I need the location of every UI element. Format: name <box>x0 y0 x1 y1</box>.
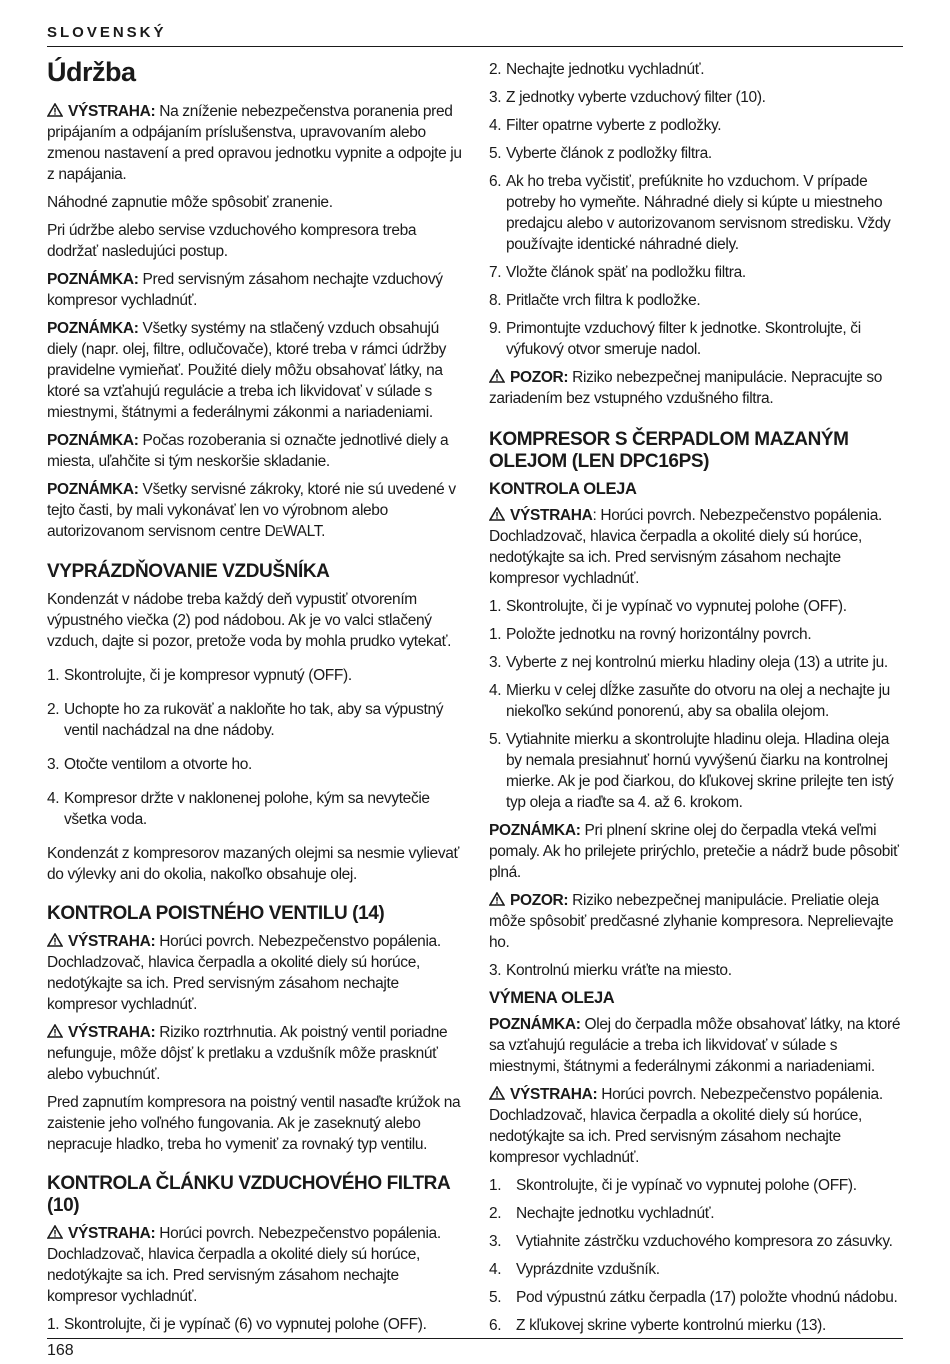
list-number: 1. <box>47 1316 60 1333</box>
warning-text: Horúci povrch. Nebezpečenstvo popálenia. Dochladzovač, hlavica čerpadla a okolité diely sú horúce, nedotýkajte sa ich. Pred servisným zásahom nechajte kompresor vychladnúť. <box>47 1225 441 1305</box>
note-label: POZNÁMKA: <box>47 481 139 498</box>
warning-triangle-icon <box>47 933 63 947</box>
list-number: 3. <box>489 89 502 106</box>
warning-triangle-icon <box>489 369 505 383</box>
caution-paragraph <box>489 890 905 953</box>
list-number: 1. <box>47 667 60 684</box>
list-number: 8. <box>489 292 502 309</box>
list-number: 5. <box>489 1289 502 1306</box>
list-item <box>489 262 905 283</box>
list-number: 1. <box>489 626 502 643</box>
caution-label: POZOR: <box>510 892 569 909</box>
list-item <box>489 1259 905 1280</box>
section-heading-drain: VYPRÁZDŇOVANIE VZDUŠNÍKA <box>47 561 330 582</box>
left-column <box>47 54 463 1342</box>
note-text: Počas rozoberania si označte jednotlivé diely a miesta, uľahčite si tým neskoršie skladanie. <box>47 432 449 470</box>
section-heading-filter: KONTROLA ČLÁNKU VZDUCHOVÉHO FILTRA (10) <box>47 1173 450 1216</box>
caution-label: POZOR: <box>510 369 569 386</box>
list-text: Mierku v celej dĺžke zasuňte do otvoru na olej a nechajte ju niekoľko sekúnd ponorenú, aby sa obalila olejom. <box>506 682 890 720</box>
note-paragraph <box>47 269 463 311</box>
list-number: 3. <box>489 962 502 979</box>
warning-text: Riziko roztrhnutia. Ak poistný ventil poriadne nefunguje, môže dôjsť k pretlaku a vzdušník môže prasknúť alebo vybuchnúť. <box>47 1024 448 1083</box>
list-number: 4. <box>47 790 60 807</box>
list-text: Vytiahnite mierku a skontrolujte hladinu oleja. Hladina oleja by nemala presiahnuť hornú vyvýšenú čiarku na kontrolnej mierke. Ak je pod čiarkou, do kľukovej skrine prilejte ten istý typ oleja a riaďte sa 4. až 6. krokom. <box>506 731 894 811</box>
warning-paragraph <box>47 931 463 1015</box>
footer-rule <box>47 1338 903 1339</box>
list-item <box>489 143 905 164</box>
warning-text: Na zníženie nebezpečenstva poranenia pred pripájaním a odpájaním príslušenstva, upravovaním alebo zmenou nastavení a pred opravou jednotku vypnite a odpojte ju z napájania. <box>47 103 462 183</box>
warning-paragraph <box>47 1022 463 1085</box>
drain-steps-list <box>47 665 463 830</box>
list-number: 3. <box>489 654 502 671</box>
caution-text: Riziko nebezpečnej manipulácie. Preliatie oleja môže spôsobiť predčasné zlyhanie kompresora. Neprelievajte ho. <box>489 892 894 951</box>
warning-text: Horúci povrch. Nebezpečenstvo popálenia. Dochladzovač, hlavica čerpadla a okolité diely sú horúce, nedotýkajte sa ich. Pred servisným zásahom nechajte kompresor vychladnúť. <box>47 933 441 1013</box>
note-label: POZNÁMKA: <box>489 1016 581 1033</box>
warning-paragraph <box>47 101 463 185</box>
right-column <box>489 59 905 1343</box>
list-item <box>489 318 905 360</box>
warning-text: : Horúci povrch. Nebezpečenstvo popálenia. Dochladzovač, hlavica čerpadla a okolité diely sú horúce, nedotýkajte sa ich. Pred servisným zásahom nechajte kompresor vychladnúť. <box>489 507 882 587</box>
paragraph: Kondenzát v nádobe treba každý deň vypustiť otvorením výpustného viečka (2) pod nádobou. Ak je vo valci stlačený vzduch, dajte si pozor, pretože voda by mohla prudko vytekať. <box>47 591 452 650</box>
list-item <box>489 729 905 813</box>
note-label: POZNÁMKA: <box>47 271 139 288</box>
warning-triangle-icon <box>489 1086 505 1100</box>
list-number: 1. <box>489 1177 502 1194</box>
warning-triangle-icon <box>47 103 63 117</box>
list-text: Skontrolujte, či je vypínač (6) vo vypnutej polohe (OFF). <box>64 1316 427 1333</box>
warning-triangle-icon <box>47 1225 63 1239</box>
note-paragraph <box>47 430 463 472</box>
paragraph: Náhodné zapnutie môže spôsobiť zranenie. <box>47 194 333 211</box>
warning-label: VÝSTRAHA: <box>68 933 156 950</box>
warning-paragraph <box>489 1084 905 1168</box>
list-item <box>489 59 905 80</box>
warning-label: VÝSTRAHA: <box>510 1086 598 1103</box>
note-paragraph <box>47 318 463 423</box>
list-number: 2. <box>47 701 60 718</box>
list-text: Skontrolujte, či je kompresor vypnutý (OFF). <box>64 667 352 684</box>
list-item <box>47 1314 463 1335</box>
paragraph: Kondenzát z kompresorov mazaných olejmi sa nesmie vylievať do výlevky ani do okolia, nakoľko obsahuje olej. <box>47 845 459 883</box>
list-item <box>47 788 463 830</box>
warning-paragraph <box>47 1223 463 1307</box>
subsection-heading-oil-check: KONTROLA OLEJA <box>489 480 637 498</box>
list-number: 7. <box>489 264 502 281</box>
filter-steps-list-continued <box>489 59 905 360</box>
list-item <box>489 960 905 981</box>
note-text: Pred servisným zásahom nechajte vzduchový kompresor vychladnúť. <box>47 271 443 309</box>
note-paragraph <box>489 820 905 883</box>
list-number: 2. <box>489 1205 502 1222</box>
caution-text: Riziko nebezpečnej manipulácie. Nepracujte so zariadením bez vstupného vzdušného filtra. <box>489 369 883 407</box>
list-item <box>489 115 905 136</box>
list-item <box>47 754 463 775</box>
list-text: Kontrolnú mierku vráťte na miesto. <box>506 962 732 979</box>
list-text: Otočte ventilom a otvorte ho. <box>64 756 253 773</box>
list-text: Primontujte vzduchový filter k jednotke. Skontrolujte, či výfukový otvor smeruje nadol. <box>506 320 861 358</box>
list-item <box>489 290 905 311</box>
warning-text: Horúci povrch. Nebezpečenstvo popálenia. Dochladzovač, hlavica čerpadla a okolité diely sú horúce, nedotýkajte sa ich. Pred servisným zásahom nechajte kompresor vychladnúť. <box>489 1086 883 1166</box>
list-text: Vyberte článok z podložky filtra. <box>506 145 712 162</box>
note-paragraph <box>47 479 463 543</box>
note-text: Pri plnení skrine olej do čerpadla vteká veľmi pomaly. Ak ho prilejete prirýchlo, pretečie a nádrž bude pôsobiť plná. <box>489 822 899 881</box>
list-text: Skontrolujte, či je vypínač vo vypnutej polohe (OFF). <box>506 598 847 615</box>
list-text: Filter opatrne vyberte z podložky. <box>506 117 722 134</box>
warning-triangle-icon <box>489 507 505 521</box>
list-text: Pod výpustnú zátku čerpadla (17) položte vhodnú nádobu. <box>516 1289 898 1306</box>
oil-change-steps-list <box>489 1175 905 1336</box>
list-text: Kompresor držte v naklonenej polohe, kým sa nevytečie všetka voda. <box>64 790 430 828</box>
list-item <box>489 1287 905 1308</box>
list-text: Skontrolujte, či je vypínač vo vypnutej polohe (OFF). <box>516 1177 857 1194</box>
note-text: Olej do čerpadla môže obsahovať látky, na ktoré sa vzťahujú regulácie a treba ich likvidovať v súlade s miestnymi, štátnymi a federálnymi zákonmi a nariadeniami. <box>489 1016 901 1075</box>
list-text: Vytiahnite zástrčku vzduchového kompresora zo zásuvky. <box>516 1233 893 1250</box>
list-number: 4. <box>489 682 502 699</box>
list-text: Ak ho treba vyčistiť, prefúknite ho vzduchom. V prípade potreby ho vymeňte. Náhradné diely si kúpte u miestneho predajcu alebo v autorizovanom servisnom stredisku. Vždy používajte identické náhradné diely. <box>506 173 891 253</box>
list-item <box>47 665 463 686</box>
oil-check-steps-list <box>489 596 905 813</box>
list-number: 3. <box>489 1233 502 1250</box>
list-number: 3. <box>47 756 60 773</box>
section-heading-oil-pump: KOMPRESOR S ČERPADLOM MAZANÝM OLEJOM (LEN DPC16PS) <box>489 429 849 472</box>
list-item <box>489 1175 905 1196</box>
list-number: 5. <box>489 731 502 748</box>
note-label: POZNÁMKA: <box>489 822 581 839</box>
paragraph: Pred zapnutím kompresora na poistný ventil nasaďte krúžok na zaistenie jeho voľného fungovania. Ak je zaseknutý alebo nepracuje hladko, treba ho vymeniť za rovnaký typ ventilu. <box>47 1094 461 1153</box>
paragraph: Pri údržbe alebo servise vzduchového kompresora treba dodržať nasledujúci postup. <box>47 222 417 260</box>
page-title: Údržba <box>47 57 136 87</box>
warning-triangle-icon <box>489 892 505 906</box>
list-text: Z kľukovej skrine vyberte kontrolnú mierku (13). <box>516 1317 826 1334</box>
list-item <box>489 680 905 722</box>
warning-label: VÝSTRAHA: <box>68 103 156 120</box>
list-item <box>489 1231 905 1252</box>
warning-triangle-icon <box>47 1024 63 1038</box>
list-number: 6. <box>489 173 502 190</box>
list-item <box>489 596 905 617</box>
filter-steps-list-start <box>47 1314 463 1335</box>
list-text: Nechajte jednotku vychladnúť. <box>516 1205 715 1222</box>
list-number: 4. <box>489 1261 502 1278</box>
list-item <box>489 171 905 255</box>
note-text: Všetky servisné zákroky, ktoré nie sú uvedené v tejto časti, by mali vykonávať len vo výrobnom alebo autorizovanom servisnom centre D <box>47 481 456 540</box>
list-number: 1. <box>489 598 502 615</box>
list-number: 5. <box>489 145 502 162</box>
page-number: 168 <box>47 1342 74 1359</box>
page-header-language: SLOVENSKÝ <box>47 24 167 41</box>
list-item <box>489 87 905 108</box>
warning-paragraph <box>489 505 905 589</box>
section-heading-safety-valve: KONTROLA POISTNÉHO VENTILU (14) <box>47 903 385 924</box>
subsection-heading-oil-change: VÝMENA OLEJA <box>489 989 615 1007</box>
list-number: 4. <box>489 117 502 134</box>
list-text: Položte jednotku na rovný horizontálny povrch. <box>506 626 812 643</box>
note-label: POZNÁMKA: <box>47 432 139 449</box>
list-number: 9. <box>489 320 502 337</box>
brand-text: WALT. <box>282 523 326 540</box>
list-item <box>489 624 905 645</box>
list-item <box>489 1203 905 1224</box>
list-text: Z jednotky vyberte vzduchový filter (10). <box>506 89 766 106</box>
note-paragraph <box>489 1014 905 1077</box>
note-text: Všetky systémy na stlačený vzduch obsahujú diely (napr. olej, filtre, odlučovače), ktoré treba v rámci údržby pravidelne vymieňať. Použité diely môžu obsahovať látky, na ktoré sa vzťahujú regulácie a treba ich likvidovať v súlade s miestnymi, štátnymi a federálnymi zákonmi a nariadeniami. <box>47 320 447 421</box>
list-text: Nechajte jednotku vychladnúť. <box>506 61 705 78</box>
caution-paragraph <box>489 367 905 409</box>
header-rule <box>47 46 903 47</box>
list-number: 6. <box>489 1317 502 1334</box>
list-item <box>489 652 905 673</box>
list-text: Vyberte z nej kontrolnú mierku hladiny oleja (13) a utrite ju. <box>506 654 888 671</box>
list-item <box>47 699 463 741</box>
warning-label: VÝSTRAHA <box>510 507 593 524</box>
list-text: Pritlačte vrch filtra k podložke. <box>506 292 701 309</box>
brand-smallcaps: E <box>275 525 283 539</box>
list-text: Uchopte ho za rukoväť a nakloňte ho tak, aby sa výpustný ventil nachádzal na dne nádoby. <box>64 701 444 739</box>
list-text: Vložte článok späť na podložku filtra. <box>506 264 746 281</box>
list-item <box>489 1315 905 1336</box>
list-text: Vyprázdnite vzdušník. <box>516 1261 660 1278</box>
oil-check-final-step <box>489 960 905 981</box>
note-label: POZNÁMKA: <box>47 320 139 337</box>
warning-label: VÝSTRAHA: <box>68 1225 156 1242</box>
warning-label: VÝSTRAHA: <box>68 1024 156 1041</box>
list-number: 2. <box>489 61 502 78</box>
